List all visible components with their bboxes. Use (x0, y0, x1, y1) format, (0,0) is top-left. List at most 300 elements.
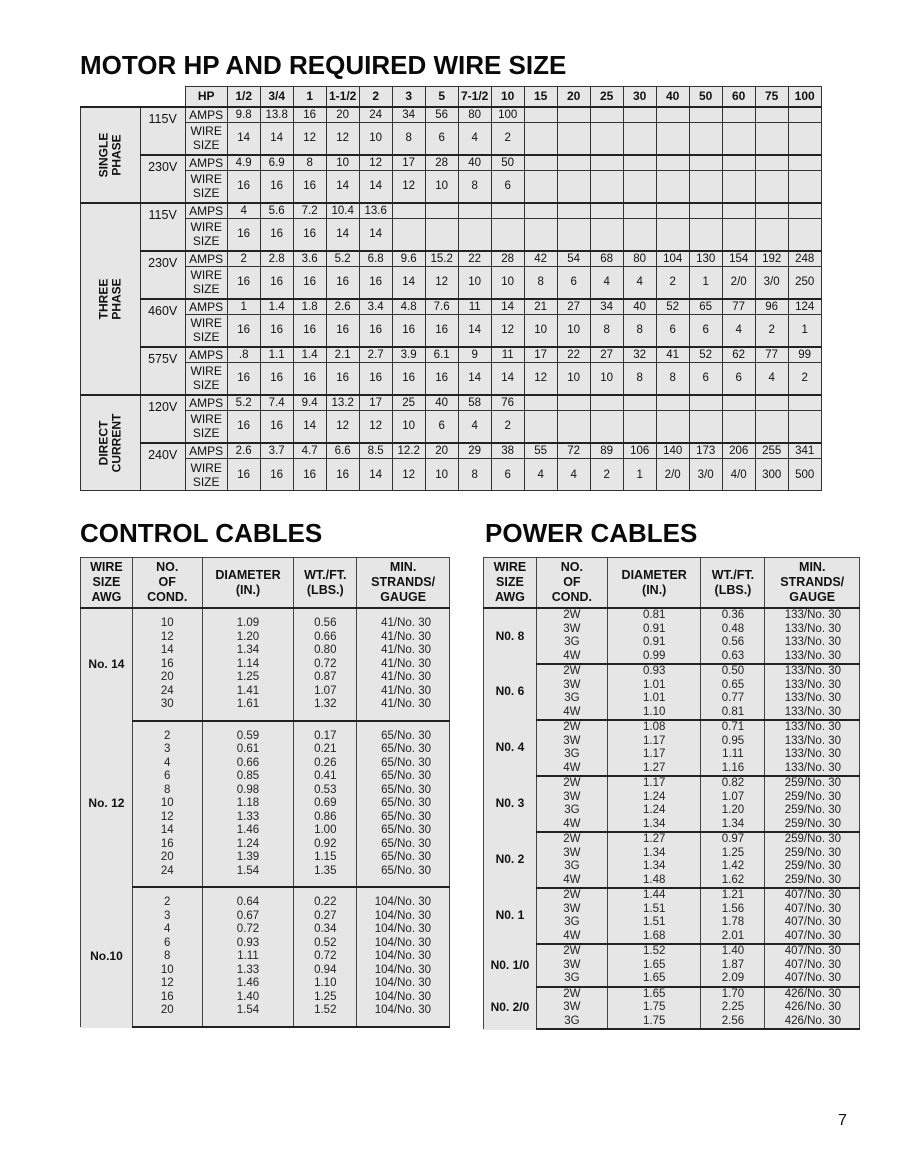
amps-row (81, 347, 822, 363)
header-line: GAUGE (380, 590, 427, 604)
diameter-cell: 1.33 (202, 811, 294, 825)
weight-cell: 1.07 (294, 685, 357, 699)
cable-row (484, 903, 860, 917)
wire-size-cell: 10 (557, 363, 590, 395)
amps-row (81, 395, 822, 411)
amps-cell: 25 (392, 395, 425, 411)
conductors-cell: 3W (536, 679, 607, 693)
cable-row (484, 832, 860, 847)
amps-cell: 17 (524, 347, 557, 363)
conductors-cell: 6 (132, 937, 202, 951)
amps-cell: 6.1 (425, 347, 458, 363)
wire-size-cell: 16 (293, 459, 326, 491)
conductors-cell: 2W (536, 608, 607, 623)
amps-cell (524, 107, 557, 123)
diameter-cell: 1.40 (202, 991, 294, 1005)
weight-cell: 1.56 (701, 903, 765, 917)
wire-size-cell: 16 (227, 315, 260, 347)
strands-gauge-cell: 259/No. 30 (765, 804, 860, 818)
strands-gauge-cell: 133/No. 30 (765, 706, 860, 721)
amps-row (81, 443, 822, 459)
wire-size-cell: 6 (689, 315, 722, 347)
amps-cell (755, 203, 788, 219)
weight-cell: 1.20 (701, 804, 765, 818)
awg-group-label: N0. 6 (484, 664, 537, 720)
amps-cell (524, 203, 557, 219)
wire-size-cell: 14 (458, 363, 491, 395)
wire-size-cell (557, 411, 590, 443)
amps-cell: 14 (491, 299, 524, 315)
wire-size-cell: 4/0 (722, 459, 755, 491)
hp-column-header: 60 (722, 87, 755, 107)
wire-size-label (185, 171, 227, 203)
wire-size-cell: 16 (359, 363, 392, 395)
cable-row (81, 784, 450, 798)
wire-label-line: WIRE (190, 412, 222, 427)
power-cables-table (483, 557, 860, 1030)
wire-size-cell: 500 (788, 459, 821, 491)
wire-size-cell: 2 (788, 363, 821, 395)
conductors-cell: 2 (132, 721, 202, 744)
wire-size-cell (392, 219, 425, 251)
wire-size-cell: 10 (491, 267, 524, 299)
conductors-cell: 10 (132, 797, 202, 811)
diameter-cell: 1.24 (607, 791, 700, 805)
cable-row (484, 916, 860, 930)
wire-size-cell: 8 (623, 363, 656, 395)
amps-cell: 22 (458, 251, 491, 267)
weight-cell: 1.78 (701, 916, 765, 930)
amps-cell: 9.4 (293, 395, 326, 411)
wire-label-line: WIRE (190, 268, 222, 283)
amps-cell: 20 (425, 443, 458, 459)
wire-size-cell: 16 (260, 315, 293, 347)
weight-cell: 2.56 (701, 1015, 765, 1030)
wire-size-cell: 6 (491, 171, 524, 203)
amps-label: AMPS (185, 395, 227, 411)
hp-column-header: 20 (557, 87, 590, 107)
amps-cell (590, 395, 623, 411)
header-line: NO. (560, 560, 583, 574)
amps-cell: 1.8 (293, 299, 326, 315)
amps-cell: 100 (491, 107, 524, 123)
wire-size-cell: 16 (425, 363, 458, 395)
amps-cell: 3.4 (359, 299, 392, 315)
conductors-cell: 16 (132, 991, 202, 1005)
amps-cell: 140 (656, 443, 689, 459)
strands-gauge-cell: 259/No. 30 (765, 847, 860, 861)
wire-size-cell: 16 (293, 363, 326, 395)
strands-gauge-cell: 259/No. 30 (765, 776, 860, 791)
strands-gauge-cell: 104/No. 30 (357, 977, 450, 991)
amps-cell (656, 395, 689, 411)
wire-size-cell (722, 171, 755, 203)
wire-size-cell: 14 (326, 219, 359, 251)
amps-cell (392, 203, 425, 219)
diameter-cell: 0.81 (607, 608, 700, 623)
amps-cell: 106 (623, 443, 656, 459)
weight-cell: 0.77 (701, 692, 765, 706)
wire-size-cell: 4 (458, 123, 491, 155)
amps-cell: 27 (557, 299, 590, 315)
conductors-cell: 16 (132, 658, 202, 672)
amps-cell: 154 (722, 251, 755, 267)
wire-size-cell: 16 (326, 363, 359, 395)
strands-gauge-cell: 104/No. 30 (357, 887, 450, 910)
conductors-cell: 2W (536, 888, 607, 903)
weight-cell: 1.25 (294, 991, 357, 1005)
wire-size-label (185, 123, 227, 155)
weight-cell: 0.21 (294, 743, 357, 757)
wire-size-cell: 14 (293, 411, 326, 443)
wire-size-cell: 16 (392, 363, 425, 395)
cable-row (81, 658, 450, 672)
conductors-cell: 4W (536, 706, 607, 721)
wire-size-cell: 6 (689, 363, 722, 395)
header-line: (LBS.) (306, 582, 344, 597)
wire-label-line: WIRE (190, 220, 222, 235)
amps-cell (524, 155, 557, 171)
wire-size-label (185, 219, 227, 251)
cable-row (484, 818, 860, 833)
amps-cell: 2.6 (326, 299, 359, 315)
conductors-cell: 30 (132, 698, 202, 721)
diameter-cell: 0.72 (202, 923, 294, 937)
wire-size-cell: 250 (788, 267, 821, 299)
diameter-cell: 1.01 (607, 679, 700, 693)
diameter-cell: 0.64 (202, 887, 294, 910)
amps-cell: 1.4 (260, 299, 293, 315)
cable-row (81, 887, 450, 910)
awg-group-label: N0. 1/0 (484, 944, 537, 987)
wire-size-cell (656, 219, 689, 251)
hp-column-header: 3/4 (260, 87, 293, 107)
strands-gauge-cell: 41/No. 30 (357, 685, 450, 699)
blank-cell (81, 87, 141, 107)
conductors-cell: 4 (132, 757, 202, 771)
amps-cell: 6.6 (326, 443, 359, 459)
amps-cell: 13.8 (260, 107, 293, 123)
wire-size-cell: 14 (359, 219, 392, 251)
cable-row (81, 631, 450, 645)
wire-size-row (81, 363, 822, 395)
amps-cell: 56 (425, 107, 458, 123)
wire-size-cell: 12 (326, 411, 359, 443)
phase-group-text: DIRECT CURRENT (96, 413, 124, 473)
diameter-cell: 0.67 (202, 910, 294, 924)
cable-row (81, 923, 450, 937)
amps-cell: 10.4 (326, 203, 359, 219)
diameter-cell: 1.01 (607, 692, 700, 706)
amps-cell: 38 (491, 443, 524, 459)
strands-gauge-cell: 104/No. 30 (357, 923, 450, 937)
cable-row (484, 1001, 860, 1015)
diameter-cell: 0.85 (202, 770, 294, 784)
wire-size-cell: 10 (425, 459, 458, 491)
wire-size-row (81, 267, 822, 299)
wire-size-row (81, 411, 822, 443)
wire-size-cell: 12 (392, 171, 425, 203)
amps-label: AMPS (185, 155, 227, 171)
diameter-cell: 1.65 (607, 972, 700, 987)
amps-cell: 248 (788, 251, 821, 267)
strands-gauge-cell: 104/No. 30 (357, 910, 450, 924)
phase-group-label (81, 203, 141, 395)
wire-label-line: WIRE (190, 364, 222, 379)
conductors-cell: 16 (132, 838, 202, 852)
amps-cell: 34 (590, 299, 623, 315)
amps-label: AMPS (185, 203, 227, 219)
amps-cell: 76 (491, 395, 524, 411)
voltage-label: 240V (140, 443, 185, 491)
wire-size-cell: 16 (260, 363, 293, 395)
weight-cell: 0.56 (294, 608, 357, 631)
awg-group-label: No.10 (81, 887, 133, 1027)
amps-cell (722, 203, 755, 219)
weight-cell: 0.36 (701, 608, 765, 623)
wire-size-label (185, 411, 227, 443)
amps-label: AMPS (185, 443, 227, 459)
wire-size-row (81, 315, 822, 347)
weight-cell: 0.80 (294, 644, 357, 658)
wire-size-cell: 16 (392, 315, 425, 347)
conductors-cell: 14 (132, 824, 202, 838)
wire-size-cell (788, 219, 821, 251)
wire-size-cell: 8 (656, 363, 689, 395)
weight-cell: 0.81 (701, 706, 765, 721)
diameter-cell: 0.93 (607, 664, 700, 679)
conductors-cell: 4W (536, 818, 607, 833)
column-header (294, 558, 357, 609)
wire-size-cell (623, 411, 656, 443)
wire-size-cell: 16 (359, 267, 392, 299)
conductors-cell: 20 (132, 671, 202, 685)
amps-cell: 9.6 (392, 251, 425, 267)
cable-header-row (81, 558, 450, 609)
strands-gauge-cell: 133/No. 30 (765, 735, 860, 749)
amps-cell: 7.6 (425, 299, 458, 315)
wire-size-cell: 10 (359, 123, 392, 155)
wire-size-cell: 16 (227, 267, 260, 299)
diameter-cell: 1.11 (202, 950, 294, 964)
wire-size-cell: 16 (227, 459, 260, 491)
amps-cell: 4.9 (227, 155, 260, 171)
wire-size-cell: 16 (425, 315, 458, 347)
conductors-cell: 2W (536, 987, 607, 1002)
wire-size-cell: 12 (425, 267, 458, 299)
amps-cell: 72 (557, 443, 590, 459)
awg-group-label: N0. 8 (484, 608, 537, 664)
strands-gauge-cell: 65/No. 30 (357, 824, 450, 838)
hp-column-header: 25 (590, 87, 623, 107)
amps-cell: 4.8 (392, 299, 425, 315)
phase-group-label (81, 107, 141, 203)
amps-cell (590, 203, 623, 219)
diameter-cell: 1.08 (607, 720, 700, 735)
strands-gauge-cell: 133/No. 30 (765, 720, 860, 735)
wire-size-cell: 16 (260, 459, 293, 491)
amps-cell (425, 203, 458, 219)
diameter-cell: 1.54 (202, 1004, 294, 1027)
amps-cell: 20 (326, 107, 359, 123)
hp-column-header: 40 (656, 87, 689, 107)
cable-row (81, 644, 450, 658)
amps-cell: 130 (689, 251, 722, 267)
amps-cell (755, 107, 788, 123)
weight-cell: 0.94 (294, 964, 357, 978)
weight-cell: 0.52 (294, 937, 357, 951)
wire-size-cell: 2 (755, 315, 788, 347)
amps-cell: 28 (491, 251, 524, 267)
wire-size-cell: 8 (590, 315, 623, 347)
diameter-cell: 1.09 (202, 608, 294, 631)
wire-size-cell (689, 411, 722, 443)
wire-size-cell (524, 171, 557, 203)
wire-size-cell: 4 (557, 459, 590, 491)
amps-cell: 2.6 (227, 443, 260, 459)
wire-size-cell (722, 123, 755, 155)
strands-gauge-cell: 41/No. 30 (357, 644, 450, 658)
cable-row (484, 720, 860, 735)
wire-size-row (81, 123, 822, 155)
weight-cell: 1.11 (701, 748, 765, 762)
awg-group-label: No. 12 (81, 721, 133, 888)
strands-gauge-cell: 133/No. 30 (765, 692, 860, 706)
page-number: 7 (838, 1112, 847, 1129)
diameter-cell: 1.34 (202, 644, 294, 658)
wire-label-line: SIZE (192, 330, 220, 345)
header-line: MIN. (389, 560, 417, 574)
amps-cell: 32 (623, 347, 656, 363)
wire-size-cell: 16 (326, 315, 359, 347)
hp-column-header: 100 (788, 87, 821, 107)
wire-size-cell (722, 219, 755, 251)
diameter-cell: 1.75 (607, 1001, 700, 1015)
amps-cell: 2.7 (359, 347, 392, 363)
strands-gauge-cell: 259/No. 30 (765, 874, 860, 889)
wire-size-cell: 16 (293, 171, 326, 203)
diameter-cell: 0.91 (607, 623, 700, 637)
diameter-cell: 1.44 (607, 888, 700, 903)
weight-cell: 0.95 (701, 735, 765, 749)
wire-size-cell: 300 (755, 459, 788, 491)
amps-cell: 6.9 (260, 155, 293, 171)
amps-cell: 1 (227, 299, 260, 315)
wire-size-cell (590, 219, 623, 251)
cable-row (81, 950, 450, 964)
wire-size-cell: 4 (722, 315, 755, 347)
wire-label-line: SIZE (192, 234, 220, 249)
amps-cell: 15.2 (425, 251, 458, 267)
conductors-cell: 3G (536, 804, 607, 818)
amps-label: AMPS (185, 251, 227, 267)
wire-size-cell: 3/0 (689, 459, 722, 491)
weight-cell: 1.35 (294, 865, 357, 888)
wire-size-cell: 4 (755, 363, 788, 395)
amps-cell: 9.8 (227, 107, 260, 123)
amps-cell (722, 155, 755, 171)
cable-row (81, 865, 450, 888)
wire-size-cell: 8 (392, 123, 425, 155)
amps-cell: 341 (788, 443, 821, 459)
phase-group-text: SINGLE PHASE (96, 132, 124, 177)
wire-label-line: WIRE (190, 124, 222, 139)
diameter-cell: 1.34 (607, 860, 700, 874)
cable-row (484, 959, 860, 973)
amps-cell: 52 (689, 347, 722, 363)
wire-size-cell: 14 (359, 171, 392, 203)
voltage-label: 575V (140, 347, 185, 395)
diameter-cell: 1.20 (202, 631, 294, 645)
amps-cell: 4 (227, 203, 260, 219)
amps-cell: 8.5 (359, 443, 392, 459)
wire-size-cell: 16 (260, 411, 293, 443)
cable-row (81, 743, 450, 757)
strands-gauge-cell: 104/No. 30 (357, 937, 450, 951)
weight-cell: 0.56 (701, 636, 765, 650)
weight-cell: 0.82 (701, 776, 765, 791)
conductors-cell: 3W (536, 959, 607, 973)
weight-cell: 0.92 (294, 838, 357, 852)
strands-gauge-cell: 407/No. 30 (765, 930, 860, 945)
amps-cell: 24 (359, 107, 392, 123)
hp-column-header: 50 (689, 87, 722, 107)
diameter-cell: 1.14 (202, 658, 294, 672)
amps-cell: 124 (788, 299, 821, 315)
wire-size-cell (557, 219, 590, 251)
strands-gauge-cell: 41/No. 30 (357, 608, 450, 631)
conductors-cell: 4 (132, 923, 202, 937)
amps-cell: 4.7 (293, 443, 326, 459)
amps-cell (491, 203, 524, 219)
diameter-cell: 1.48 (607, 874, 700, 889)
weight-cell: 0.48 (701, 623, 765, 637)
amps-cell: 55 (524, 443, 557, 459)
diameter-cell: 1.17 (607, 748, 700, 762)
conductors-cell: 2W (536, 664, 607, 679)
weight-cell: 0.17 (294, 721, 357, 744)
strands-gauge-cell: 426/No. 30 (765, 987, 860, 1002)
wire-size-cell (590, 123, 623, 155)
cable-row (484, 664, 860, 679)
wire-size-cell (557, 171, 590, 203)
wire-size-cell: 16 (260, 267, 293, 299)
weight-cell: 0.97 (701, 832, 765, 847)
wire-size-cell (458, 219, 491, 251)
amps-cell: 17 (359, 395, 392, 411)
header-line: OF (158, 575, 176, 589)
weight-cell: 0.66 (294, 631, 357, 645)
conductors-cell: 3G (536, 860, 607, 874)
conductors-cell: 3G (536, 692, 607, 706)
weight-cell: 0.69 (294, 797, 357, 811)
weight-cell: 0.71 (701, 720, 765, 735)
amps-cell: 8 (293, 155, 326, 171)
conductors-cell: 3 (132, 743, 202, 757)
strands-gauge-cell: 104/No. 30 (357, 964, 450, 978)
weight-cell: 1.15 (294, 851, 357, 865)
amps-cell (623, 155, 656, 171)
weight-cell: 1.42 (701, 860, 765, 874)
cable-row (484, 679, 860, 693)
amps-row (81, 251, 822, 267)
header-line: DIAMETER (215, 567, 281, 582)
amps-cell (590, 107, 623, 123)
wire-size-cell: 2 (491, 411, 524, 443)
strands-gauge-cell: 41/No. 30 (357, 631, 450, 645)
wire-size-cell: 2 (491, 123, 524, 155)
amps-cell: 13.6 (359, 203, 392, 219)
